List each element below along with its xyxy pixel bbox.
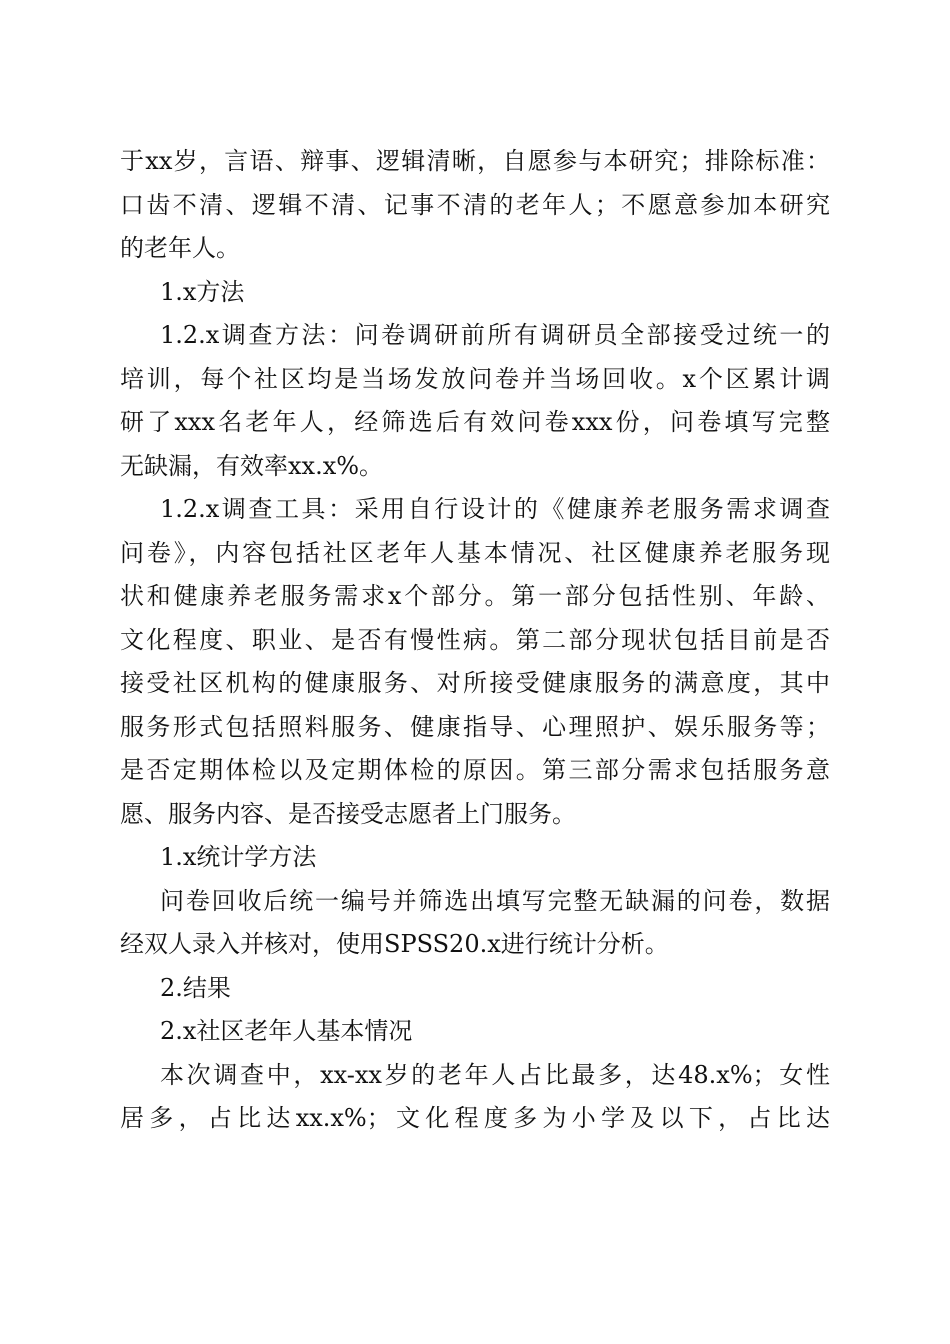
text-line: 无缺漏，有效率xx.x%。	[120, 451, 384, 480]
document-page	[120, 140, 830, 1141]
text-line: 问卷回收后统一编号并筛选出填写完整无缺漏的问卷，数据	[160, 886, 830, 915]
text-line: 培训，每个社区均是当场发放问卷并当场回收。x个区累计调	[120, 364, 830, 393]
text-line: 文化程度、职业、是否有慢性病。第二部分现状包括目前是否	[120, 625, 830, 654]
text-line: 愿、服务内容、是否接受志愿者上门服务。	[120, 799, 576, 828]
text-line: 口齿不清、逻辑不清、记事不清的老年人；不愿意参加本研究	[120, 190, 830, 219]
text-line: 1.2.x调查方法：问卷调研前所有调研员全部接受过统一的	[160, 321, 830, 349]
text-line: 是否定期体检以及定期体检的原因。第三部分需求包括服务意	[120, 756, 830, 784]
text-line: 经双人录入并核对，使用SPSS20.x进行统计分析。	[120, 930, 669, 958]
section-heading-statistics: 1.x统计学方法	[160, 843, 317, 871]
text-line: 1.2.x调查工具：采用自行设计的《健康养老服务需求调查	[160, 495, 830, 523]
section-heading-results: 2.结果	[160, 973, 231, 1002]
text-line: 于xx岁，言语、辩事、逻辑清晰，自愿参与本研究；排除标准：	[120, 147, 830, 175]
text-line: 本次调查中，xx-xx岁的老年人占比最多，达48.x%；女性	[160, 1060, 830, 1089]
section-heading-basic-info: 2.x社区老年人基本情况	[160, 1017, 413, 1045]
text-line: 问卷》，内容包括社区老年人基本情况、社区健康养老服务现	[120, 538, 830, 567]
text-line: 居多，占比达xx.x%；文化程度多为小学及以下，占比达	[120, 1104, 830, 1132]
text-line: 接受社区机构的健康服务、对所接受健康服务的满意度，其中	[120, 669, 830, 697]
text-line: 服务形式包括照料服务、健康指导、心理照护、娱乐服务等；	[120, 712, 830, 741]
text-line: 状和健康养老服务需求x个部分。第一部分包括性别、年龄、	[120, 582, 830, 610]
text-line: 研了xxx名老年人，经筛选后有效问卷xxx份，问卷填写完整	[120, 408, 830, 436]
text-line: 的老年人。	[120, 234, 240, 262]
section-heading-methods: 1.x方法	[160, 277, 245, 306]
